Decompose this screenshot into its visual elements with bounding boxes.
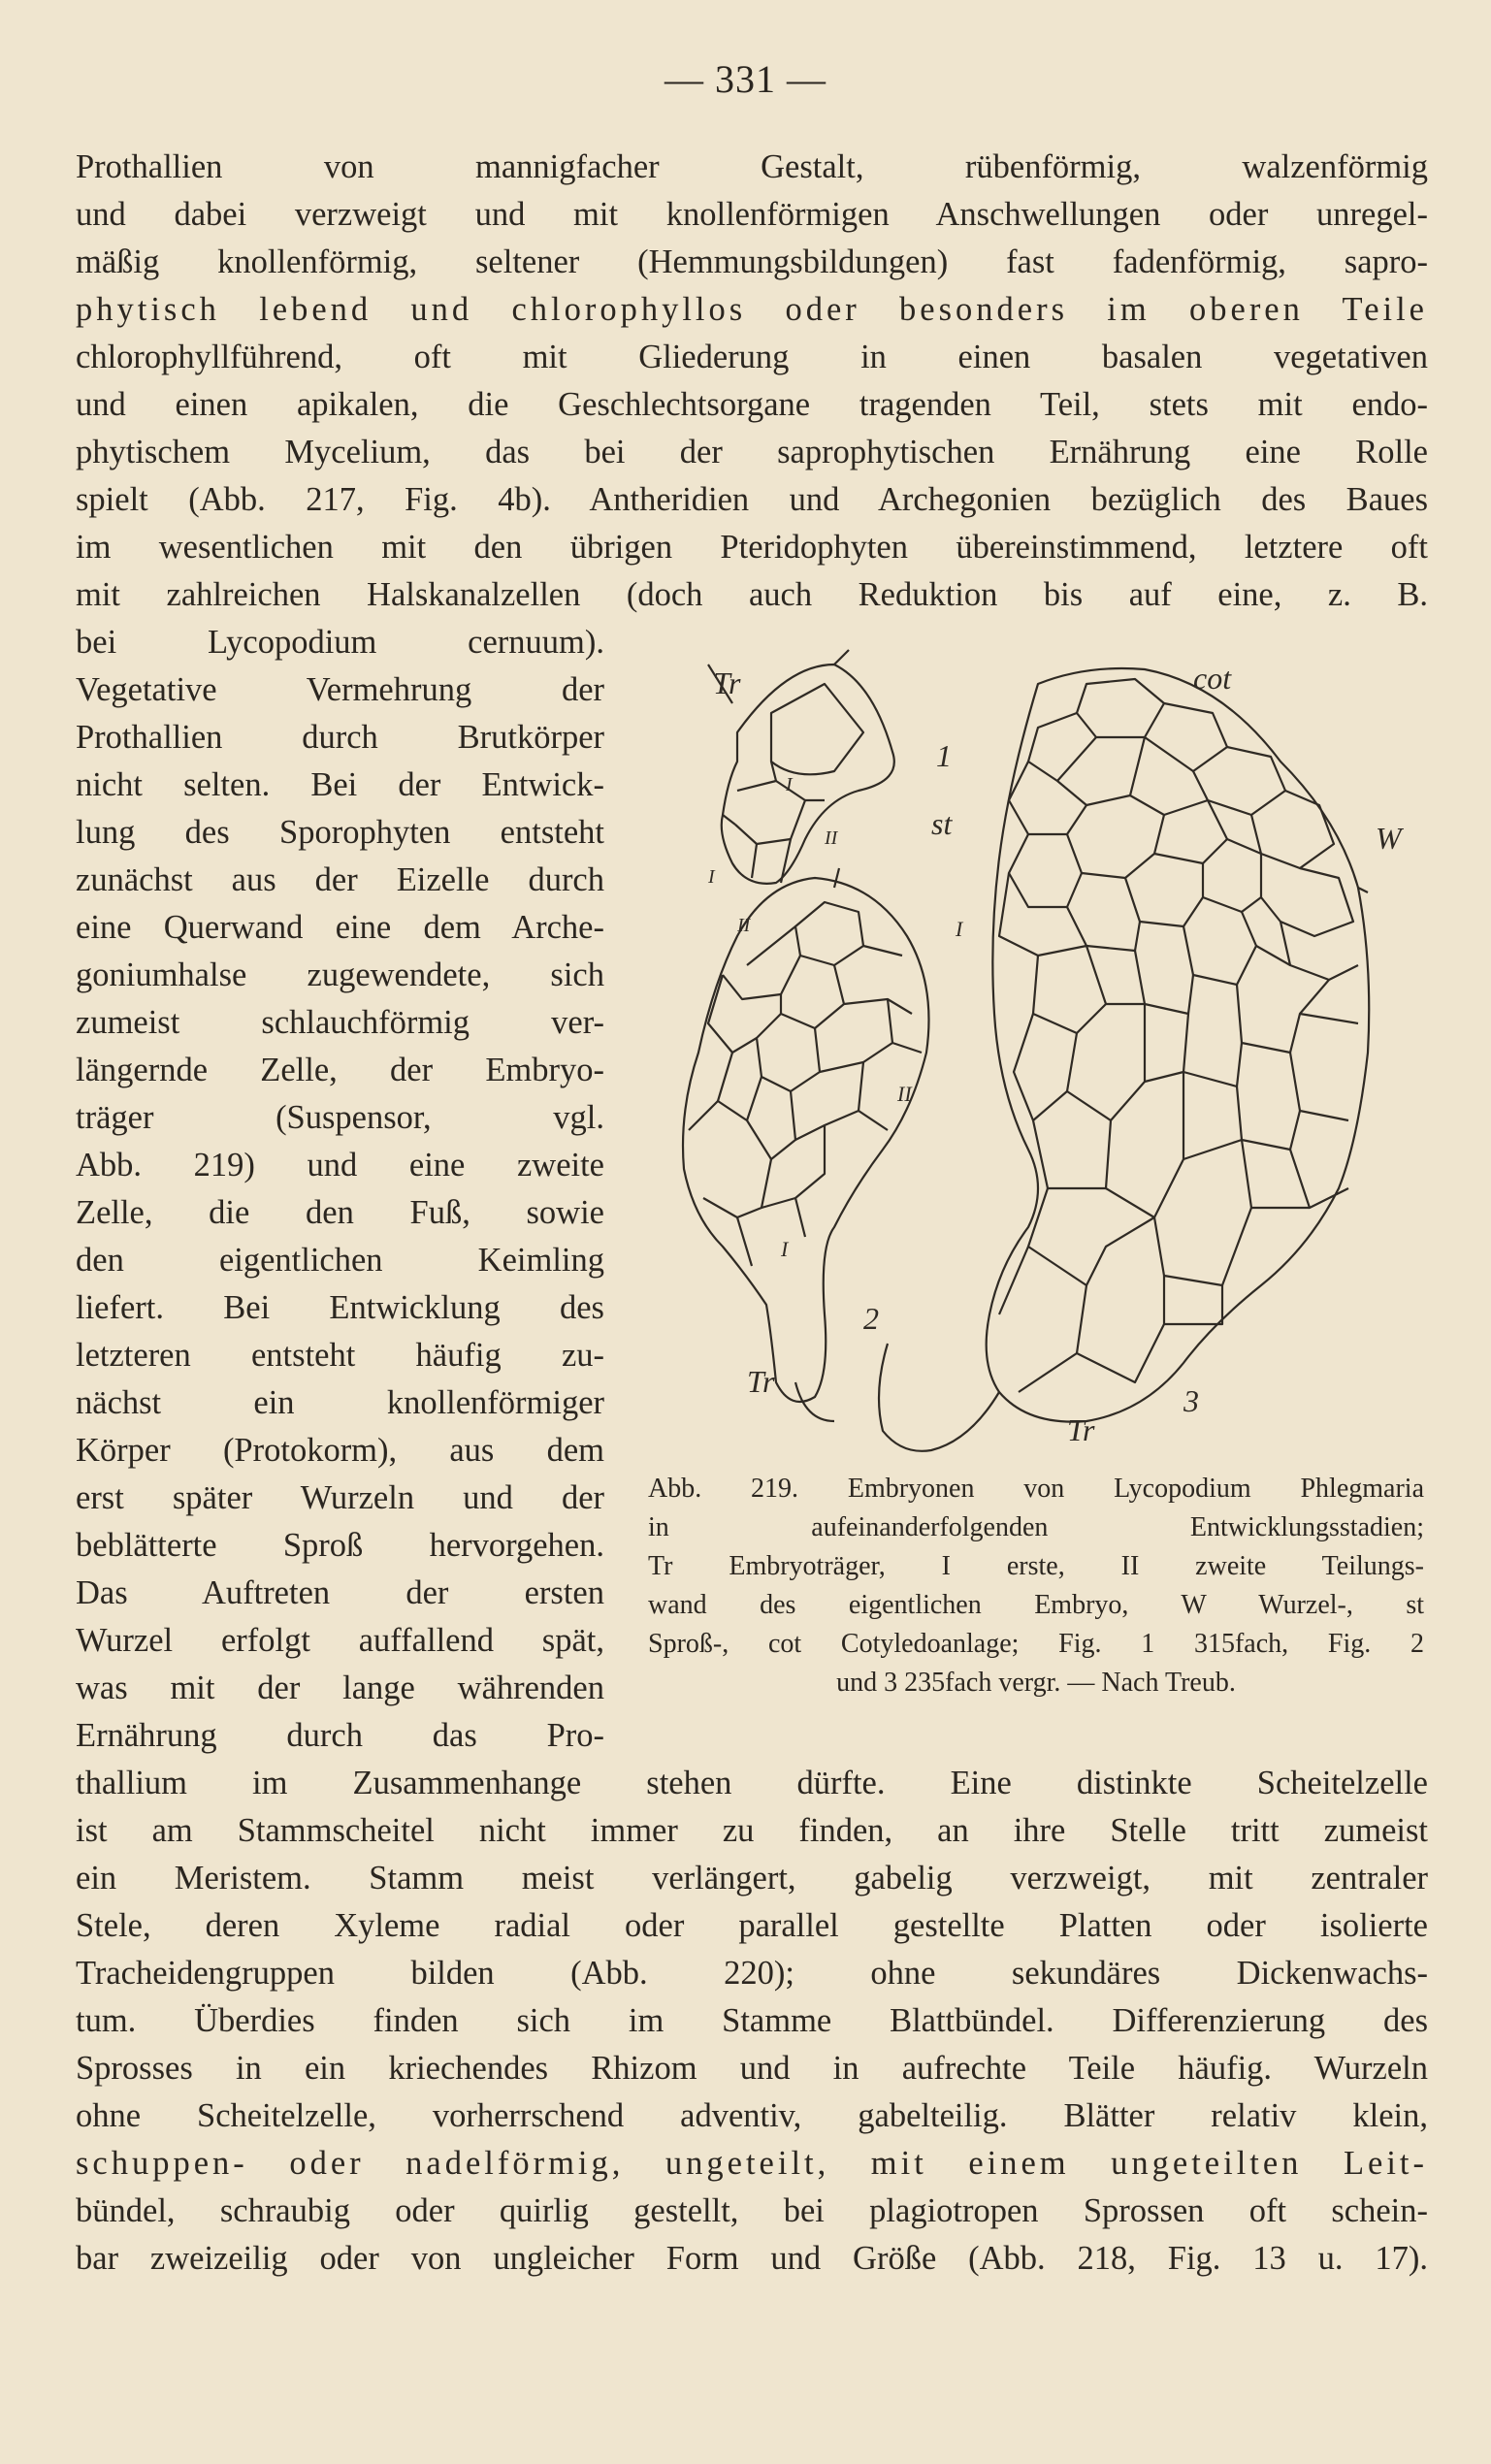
text-line: und einen apikalen, die Geschlechtsorgane tragenden Teil, stets mit endo- [76, 386, 1428, 423]
fig-label: 1 [936, 738, 952, 773]
fig-label: I [781, 1237, 789, 1261]
text-line: Ernährung durch das Pro- [76, 1717, 604, 1754]
fig-label: II [825, 827, 838, 849]
text-line: Stele, deren Xyleme radial oder parallel gestellte Platten oder isolierte [76, 1907, 1428, 1944]
text-line: Sprosses in ein kriechendes Rhizom und in aufrechte Teile häufig. Wurzeln [76, 2050, 1428, 2087]
text-line: den eigentlichen Keimling [76, 1242, 604, 1279]
text-line: im wesentlichen mit den übrigen Pteridophyten übereinstimmend, letztere oft [76, 529, 1428, 566]
text-line: bündel, schraubig oder quirlig gestellt, bei plagiotropen Sprossen oft schein- [76, 2192, 1428, 2229]
text-line: beblätterte Sproß hervorgehen. [76, 1527, 604, 1564]
fig-label: I [708, 866, 715, 888]
text-line: spielt (Abb. 217, Fig. 4b). Antheridien und Archegonien bezüglich des Baues [76, 481, 1428, 518]
text-line: schuppen- oder nadelförmig, ungeteilt, mit einem ungeteilten Leit- [76, 2145, 1428, 2182]
text-line: bar zweizeilig oder von ungleicher Form und Größe (Abb. 218, Fig. 13 u. 17). [76, 2240, 1428, 2277]
text-line: ein Meristem. Stamm meist verlängert, gabelig verzweigt, mit zentraler [76, 1860, 1428, 1897]
text-line: Prothallien durch Brutkörper [76, 719, 604, 756]
fig-label: II [897, 1082, 912, 1106]
text-line: ist am Stammscheitel nicht immer zu finden, an ihre Stelle tritt zumeist [76, 1812, 1428, 1849]
fig-label: I [956, 917, 963, 941]
figure-caption: in aufeinanderfolgenden Entwicklungsstadien; [648, 1512, 1424, 1542]
text-line: Das Auftreten der ersten [76, 1574, 604, 1611]
fig-label: II [737, 915, 751, 936]
figure-caption: Abb. 219. Embryonen von Lycopodium Phlegmaria [648, 1474, 1424, 1504]
fig-label: Tr [713, 665, 741, 700]
embryo-fig-3 [987, 668, 1370, 1422]
figure-labels [707, 661, 1405, 1447]
text-line: Tracheidengruppen bilden (Abb. 220); ohne sekundäres Dickenwachs- [76, 1955, 1428, 1992]
fig-label: W [1376, 821, 1402, 856]
figure-caption: wand des eigentlichen Embryo, W Wurzel-, st [648, 1590, 1424, 1620]
text-line: eine Querwand eine dem Arche- [76, 909, 604, 946]
text-line: Vegetative Vermehrung der [76, 671, 604, 708]
text-line: Abb. 219) und eine zweite [76, 1147, 604, 1183]
page-number: — 331 — [664, 57, 827, 101]
text-line: chlorophyllführend, oft mit Gliederung in einen basalen vegetativen [76, 339, 1428, 375]
fig-label: 3 [1183, 1383, 1199, 1418]
text-line: zumeist schlauchförmig ver- [76, 1004, 604, 1041]
text-line: phytisch lebend und chlorophyllos oder besonders im oberen Teile [76, 291, 1428, 328]
figure-219-embryos [679, 645, 1416, 1460]
text-line: Zelle, die den Fuß, sowie [76, 1194, 604, 1231]
text-line: ohne Scheitelzelle, vorherrschend adventiv, gabelteilig. Blätter relativ klein, [76, 2097, 1428, 2134]
text-line: nicht selten. Bei der Entwick- [76, 766, 604, 803]
embryo-drawing [679, 645, 1416, 1460]
fig-label: Tr [1067, 1412, 1095, 1447]
text-line: zunächst aus der Eizelle durch [76, 861, 604, 898]
figure-caption: Sproß-, cot Cotyledoanlage; Fig. 1 315fach, Fig. 2 [648, 1629, 1424, 1659]
text-line: mäßig knollenförmig, seltener (Hemmungsbildungen) fast fadenförmig, sapro- [76, 243, 1428, 280]
text-line: lung des Sporophyten entsteht [76, 814, 604, 851]
text-line: goniumhalse zugewendete, sich [76, 956, 604, 993]
text-line: mit zahlreichen Halskanalzellen (doch auch Reduktion bis auf eine, z. B. [76, 576, 1428, 613]
text-line: Prothallien von mannigfacher Gestalt, rübenförmig, walzenförmig [76, 148, 1428, 185]
text-line: tum. Überdies finden sich im Stamme Blattbündel. Differenzierung des [76, 2002, 1428, 2039]
text-line: Körper (Protokorm), aus dem [76, 1432, 604, 1469]
embryo-fig-2 [683, 868, 929, 1402]
text-line: erst später Wurzeln und der [76, 1479, 604, 1516]
text-line: nächst ein knollenförmiger [76, 1384, 604, 1421]
text-line: liefert. Bei Entwicklung des [76, 1289, 604, 1326]
text-line: phytischem Mycelium, das bei der saprophytischen Ernährung eine Rolle [76, 434, 1428, 470]
text-line: und dabei verzweigt und mit knollenförmigen Anschwellungen oder unregel- [76, 196, 1428, 233]
fig-label: Tr [747, 1364, 775, 1399]
text-line: was mit der lange währenden [76, 1670, 604, 1706]
fig-label: 2 [863, 1301, 879, 1336]
figure-caption: und 3 235fach vergr. — Nach Treub. [836, 1668, 1236, 1698]
figure-caption: Tr Embryoträger, I erste, II zweite Teilungs- [648, 1551, 1424, 1581]
text-line: längernde Zelle, der Embryo- [76, 1052, 604, 1088]
suspensor-tail [879, 1344, 999, 1451]
text-line: bei Lycopodium cernuum). [76, 624, 604, 661]
fig-label: cot [1193, 661, 1232, 696]
text-line: träger (Suspensor, vgl. [76, 1099, 604, 1136]
fig-label: I [786, 774, 793, 795]
text-line: thallium im Zusammenhange stehen dürfte. Eine distinkte Scheitelzelle [76, 1765, 1428, 1801]
text-line: letzteren entsteht häufig zu- [76, 1337, 604, 1374]
fig-label: st [931, 806, 953, 841]
text-line: Wurzel erfolgt auffallend spät, [76, 1622, 604, 1659]
